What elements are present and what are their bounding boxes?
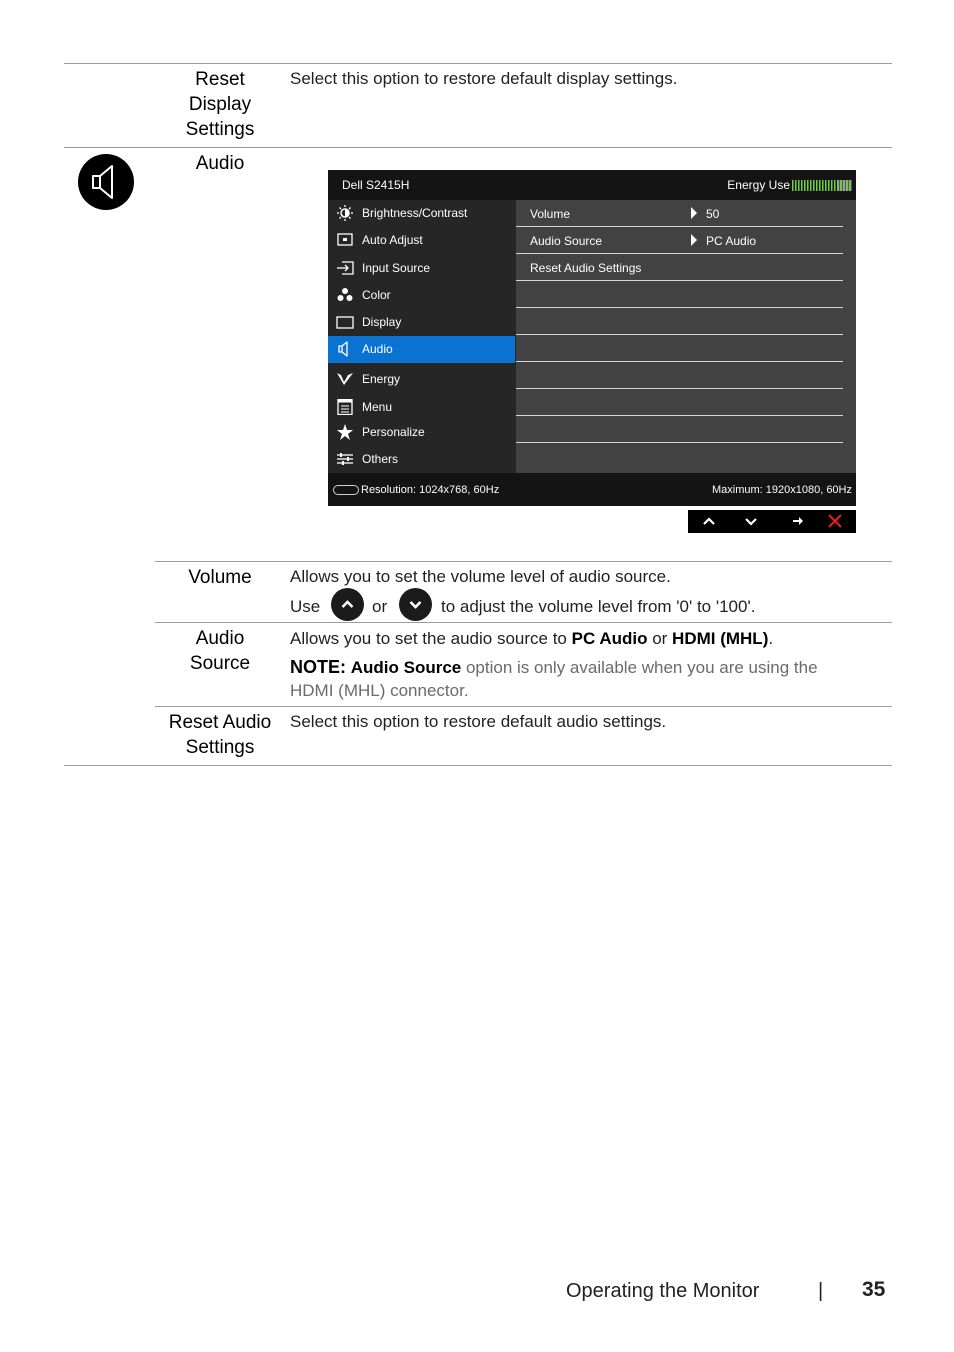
osd-submenu-empty bbox=[516, 308, 843, 335]
reset-display-desc: Select this option to restore default display settings. bbox=[290, 69, 678, 88]
osd-submenu-empty bbox=[516, 281, 843, 308]
osd-menu-item-audio[interactable]: Audio bbox=[328, 336, 515, 363]
volume-range-text: to adjust the volume level from '0' to '100'. bbox=[441, 597, 756, 616]
osd-menu-item-input-source[interactable]: Input Source bbox=[328, 255, 515, 282]
osd-menu-item-brightness[interactable]: Brightness/Contrast bbox=[328, 200, 515, 227]
down-button-icon bbox=[399, 588, 432, 621]
up-button-icon bbox=[331, 588, 364, 621]
osd-energy-label: Energy Use bbox=[727, 178, 790, 192]
osd-menu-screenshot bbox=[328, 170, 856, 506]
down-arrow-icon[interactable] bbox=[730, 510, 772, 533]
osd-menu-item-menu[interactable]: Menu bbox=[328, 394, 515, 421]
audio-source-label: Audio Source bbox=[189, 628, 251, 674]
page-number: 35 bbox=[862, 1278, 886, 1301]
audio-source-desc: Allows you to set the audio source to PC Audio or HDMI (MHL). bbox=[290, 629, 774, 648]
energy-meter-remaining bbox=[838, 180, 852, 191]
table-top-rule bbox=[64, 63, 892, 64]
osd-maximum-resolution: Maximum: 1920x1080, 60Hz bbox=[711, 484, 852, 496]
energy-icon bbox=[336, 371, 354, 387]
hdmi-connector-icon bbox=[333, 485, 359, 495]
osd-menu-item-energy[interactable]: Energy bbox=[328, 366, 515, 393]
sliders-icon bbox=[336, 451, 354, 467]
osd-submenu-volume[interactable]: Volume 50 bbox=[516, 200, 843, 227]
osd-menu-item-others[interactable]: Others bbox=[328, 446, 515, 473]
note-label: NOTE: bbox=[290, 657, 346, 677]
osd-menu-item-display[interactable]: Display bbox=[328, 309, 515, 336]
osd-status-bar bbox=[328, 473, 856, 506]
arrow-right-icon bbox=[691, 207, 697, 219]
osd-submenu-empty bbox=[516, 389, 843, 416]
osd-submenu-reset-audio[interactable]: Reset Audio Settings bbox=[516, 254, 843, 281]
speaker-icon bbox=[77, 153, 135, 211]
osd-menu-item-auto-adjust[interactable]: Auto Adjust bbox=[328, 227, 515, 254]
osd-main-menu bbox=[328, 200, 515, 473]
osd-nav-buttons bbox=[688, 510, 856, 533]
osd-submenu-audio-source[interactable]: Audio Source PC Audio bbox=[516, 227, 843, 254]
osd-menu-item-personalize[interactable]: Personalize bbox=[328, 419, 515, 446]
row-rule bbox=[155, 561, 892, 562]
audio-source-note: NOTE: Audio Source option is only available when you are using the bbox=[290, 657, 818, 677]
volume-label: Volume bbox=[188, 567, 252, 588]
row-rule bbox=[155, 706, 892, 707]
speaker-icon bbox=[336, 341, 354, 357]
osd-submenu-empty bbox=[516, 362, 843, 389]
audio-label: Audio bbox=[195, 153, 245, 174]
osd-audio-submenu bbox=[516, 200, 856, 473]
brightness-icon bbox=[336, 205, 354, 221]
osd-submenu-empty bbox=[516, 335, 843, 362]
close-icon[interactable] bbox=[814, 510, 856, 533]
star-icon bbox=[336, 424, 354, 440]
osd-model-name: Dell S2415H bbox=[342, 178, 410, 192]
reset-display-label: Reset Display Settings bbox=[185, 69, 255, 140]
row-rule bbox=[64, 147, 892, 148]
reset-audio-label: Reset Audio Settings bbox=[168, 712, 272, 758]
osd-header bbox=[328, 170, 856, 200]
color-icon bbox=[336, 287, 354, 303]
arrow-right-icon bbox=[691, 234, 697, 246]
table-bottom-rule bbox=[64, 765, 892, 766]
row-rule bbox=[155, 622, 892, 623]
osd-menu-item-color[interactable]: Color bbox=[328, 282, 515, 309]
display-icon bbox=[336, 314, 354, 330]
reset-audio-desc: Select this option to restore default audio settings. bbox=[290, 712, 667, 731]
footer-section-title: Operating the Monitor bbox=[566, 1280, 760, 1302]
up-arrow-icon[interactable] bbox=[688, 510, 730, 533]
volume-or-text: or bbox=[372, 597, 388, 616]
footer-separator: | bbox=[818, 1280, 824, 1302]
volume-use-text: Use bbox=[290, 597, 321, 616]
osd-submenu-empty bbox=[516, 416, 843, 443]
input-source-icon bbox=[336, 260, 354, 276]
auto-adjust-icon bbox=[336, 232, 354, 248]
audio-source-note-line2: HDMI (MHL) connector. bbox=[290, 681, 469, 700]
menu-icon bbox=[336, 399, 354, 415]
osd-resolution: Resolution: 1024x768, 60Hz bbox=[361, 484, 500, 496]
volume-desc: Allows you to set the volume level of audio source. bbox=[290, 567, 671, 586]
